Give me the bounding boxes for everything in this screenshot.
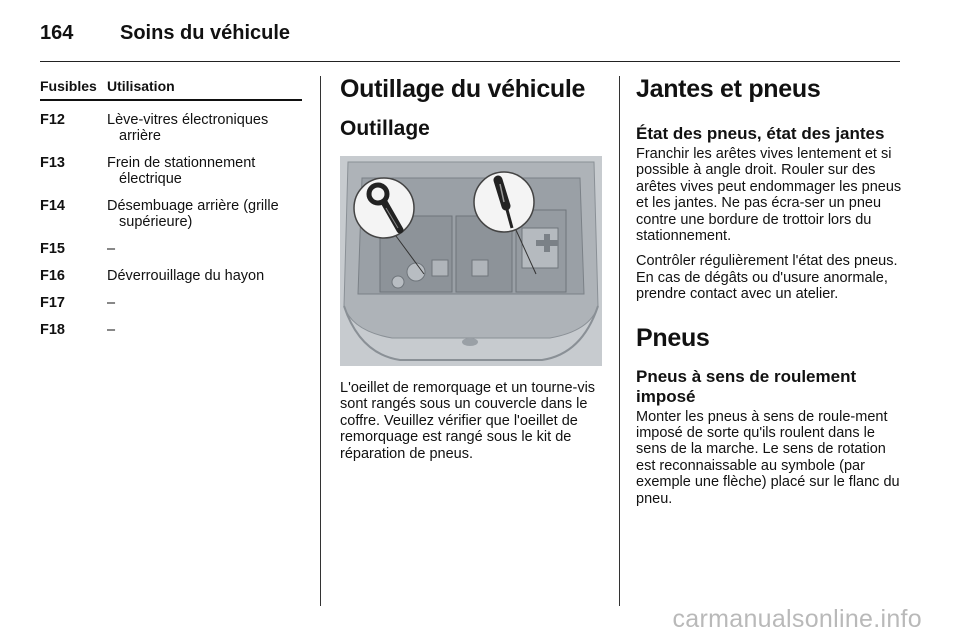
wheels-section [636,74,902,507]
section-title: Outillage du véhicule [340,75,586,103]
table-row [40,155,302,187]
fuse-usage: Frein de stationnement électrique [107,155,256,187]
fuse-id: F18 [40,322,65,338]
fuse-usage: Déverrouillage du hayon [107,268,265,284]
fuse-id: F14 [40,198,65,214]
condition-heading: État des pneus, état des jantes [636,124,885,143]
fuse-id: F15 [40,241,65,257]
fuse-column-header: Fusibles [40,78,97,94]
fuse-usage: Lève-vitres électroniques arrière [107,112,269,144]
fuse-usage: – [107,322,116,338]
table-row [40,241,302,257]
directional-heading: Pneus à sens de roulement imposé [636,366,857,406]
table-row [40,295,302,311]
fuse-table [40,78,302,338]
fuse-id: F16 [40,268,65,284]
fuse-usage: – [107,295,116,311]
section-title: Jantes et pneus [636,75,821,103]
page-title: Soins du véhicule [120,22,291,44]
fuse-id: F17 [40,295,65,311]
column-divider [619,76,620,606]
tools-section [340,74,602,462]
fuse-id: F13 [40,155,65,171]
fuse-usage: – [107,241,116,257]
tools-caption: L'oeillet de remorquage et un tourne-vis sont rangés sous un couvercle dans le coffre. Veuillez vérifier que l'oeillet de remorquage est rangé sous le kit de réparation de pneus. [340,380,596,462]
table-row [40,112,302,144]
page-header [40,18,900,62]
usage-column-header: Utilisation [107,78,175,94]
tyres-heading: Pneus [636,323,710,352]
trunk-tools-illustration [340,156,602,366]
directional-paragraph: Monter les pneus à sens de roule-ment imposé de sorte qu'ils roulent dans le sens de la marche. Le sens de rotation est reconnaissable au symbole (par exemple une flèche) placé sur le flanc du pneu. [636,408,900,507]
table-row [40,198,302,230]
section-subtitle: Outillage [340,117,430,140]
page-number: 164 [40,22,74,44]
fuse-table-header [40,78,302,101]
condition-paragraph: Franchir les arêtes vives lentement et si possible à angle droit. Rouler sur des arêtes vives peut endommager les pneus et les jantes. Ne pas écra-ser un pneu contre une bordure de trottoir lors du stationnement. [636,146,902,245]
fuse-usage: Désembuage arrière (grille supérieure) [107,198,279,230]
fuse-id: F12 [40,112,65,128]
column-divider [320,76,321,606]
condition-paragraph: Contrôler régulièrement l'état des pneus. En cas de dégâts ou d'usure anormale, prendre contact avec un atelier. [636,253,898,303]
table-row [40,322,302,338]
table-row [40,268,302,284]
watermark: carmanualsonline.info [672,605,922,633]
trunk-illustration-icon [340,156,602,366]
